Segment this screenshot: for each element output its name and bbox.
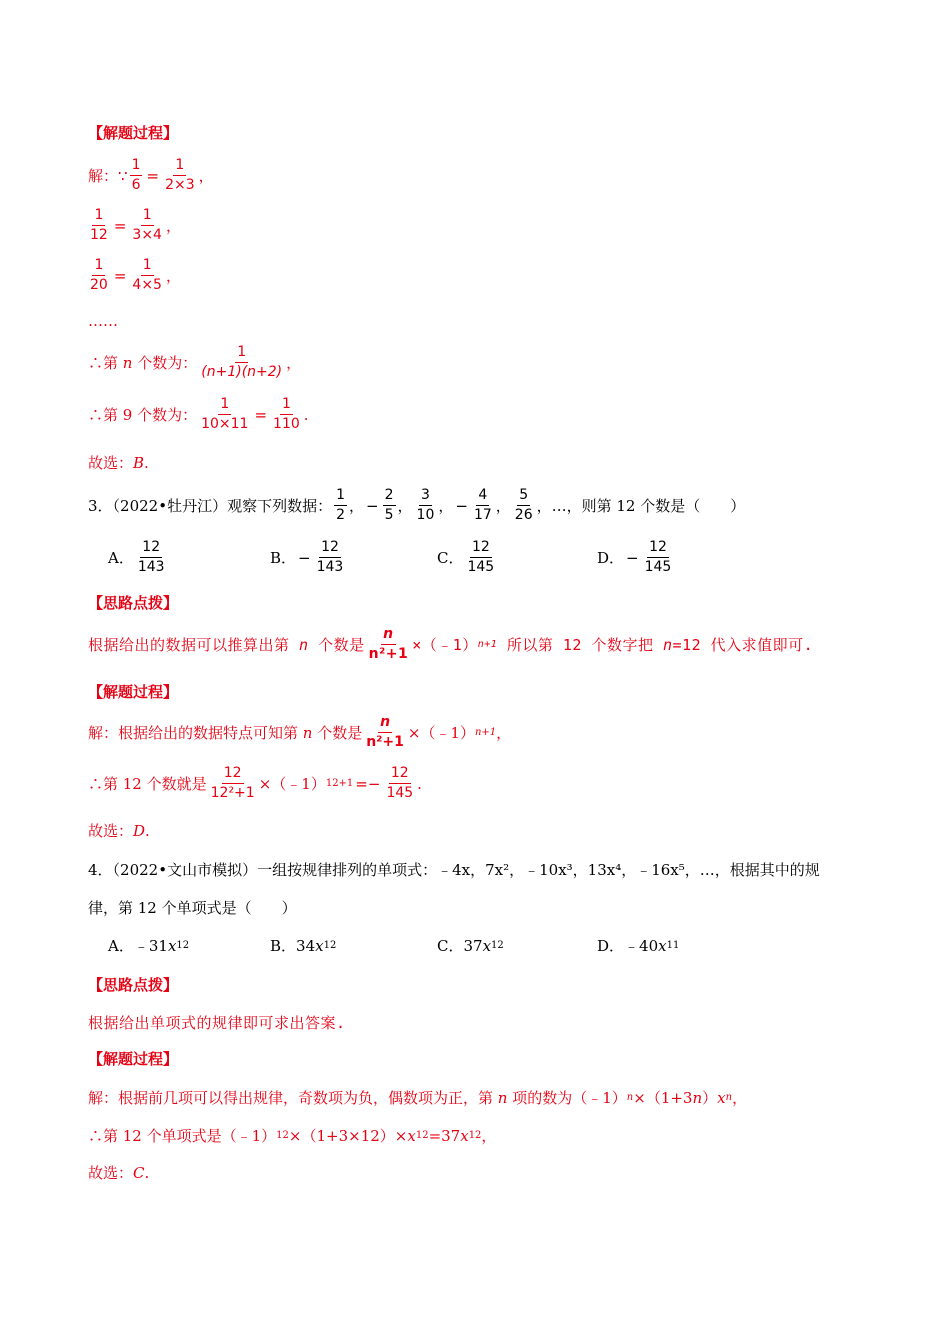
- fraction: $\frac{1}{4\times 5}$: [132, 257, 162, 294]
- fraction: $\frac{n}{\text{n²+1}}$: [366, 714, 404, 751]
- fraction: $\frac{1}{20}$: [90, 257, 108, 294]
- option-b[interactable]: B． − $\frac{12}{143}$: [270, 539, 344, 576]
- ellipsis: ……: [88, 312, 118, 330]
- fraction: $\frac{4}{17}$: [473, 487, 492, 524]
- fraction: $\frac{2}{5}$: [384, 487, 394, 524]
- fraction: $\frac{12}{143}$: [137, 539, 165, 576]
- fraction: $\frac{1}{12}$: [90, 207, 108, 244]
- solution-line-1: 解：根据给出的数据特点可知第 n 个数是 $\frac{n}{\text{n²+1}}$ ×（﹣1） n+1 ，: [88, 714, 512, 751]
- fraction: $\frac{12}{\text{12²+1}}$: [210, 765, 255, 802]
- answer-line: 故选： D .: [88, 821, 150, 840]
- solution-line-9th: ∴第 9 个数为： $\frac{1}{10\times 11}$ = $\frac{1}{110}$ .: [88, 396, 309, 433]
- solution-heading: 【解题过程】: [88, 683, 179, 701]
- hint-text: 根据给出的数据可以推算出第 n 个数是 $\frac{n}{\text{n²+1}}$ ×（﹣1） n+1 所以第 12 个数字把 n =12 代入求值即可.: [88, 626, 814, 663]
- fraction: $\frac{12}{143}$: [316, 539, 344, 576]
- fraction: $\frac{1}{110}$: [273, 396, 300, 433]
- option-a[interactable]: A． $\frac{12}{143}$: [108, 539, 165, 576]
- fraction: $\frac{3}{10}$: [416, 487, 435, 524]
- solution-line-2: ∴第 12 个单项式是（﹣1） 12 ×（1+3×12）× x 12 =37 x 12 ，: [88, 1126, 497, 1145]
- option-d[interactable]: D． ﹣40 x 11: [597, 936, 680, 955]
- option-c[interactable]: C． $\frac{12}{145}$: [437, 539, 495, 576]
- solution-heading: 【解题过程】: [88, 124, 179, 142]
- option-d[interactable]: D． − $\frac{12}{145}$: [597, 539, 672, 576]
- solution-line-1: 解： ∵ $\frac{1}{6}$ = $\frac{1}{2\times 3}$ ，: [88, 157, 214, 194]
- fraction: $\frac{12}{145}$: [467, 539, 495, 576]
- fraction: $\frac{1}{3\times 4}$: [132, 207, 162, 244]
- fraction: $\frac{12}{145}$: [644, 539, 672, 576]
- solution-line-3: $\frac{1}{20}$ = $\frac{1}{4\times 5}$ ，: [90, 257, 181, 294]
- solution-line-2: $\frac{1}{12}$ = $\frac{1}{3\times 4}$ ，: [90, 207, 181, 244]
- answer-line: 故选： B .: [88, 453, 149, 472]
- fraction: $\frac{1}{10\times 11}$: [201, 396, 249, 433]
- question-3-stem: 3．（2022•牡丹江）观察下列数据： $\frac{1}{2}$ ， − $\frac{2}{5}$ ， $\frac{3}{10}$ ， − $\frac{4}{17}$ ， $\frac{5}{26}$ ，…，则第 12 个数是（ ）: [88, 487, 746, 524]
- solution-line-1: 解：根据前几项可以得出规律，奇数项为负，偶数项为正，第 n 项的数为（﹣1） n ×（1+3 n ） x n ，: [88, 1088, 748, 1107]
- option-b[interactable]: B． 34 x 12: [270, 936, 337, 955]
- fraction: $\frac{5}{26}$: [514, 487, 533, 524]
- solution-line-2: ∴第 12 个数就是 $\frac{12}{\text{12²+1}}$ ×（﹣1） 12+1 =− $\frac{12}{145}$ .: [88, 765, 422, 802]
- question-4-stem-line-2: 律，第 12 个单项式是（ ）: [88, 899, 297, 917]
- fraction: $\frac{1}{2\times 3}$: [165, 157, 195, 194]
- hint-heading: 【思路点拨】: [88, 976, 179, 994]
- option-c[interactable]: C． 37 x 12: [437, 936, 504, 955]
- answer-line: 故选： C .: [88, 1163, 150, 1182]
- answer-choice: D: [133, 821, 146, 840]
- question-4-stem-line-1: 4．（2022•文山市模拟）一组按规律排列的单项式：﹣4 x，7x²，﹣10x³，13x⁴，﹣16x⁵，…，根据其中的规: [88, 861, 820, 879]
- fraction: $\frac{n}{\text{n²+1}}$: [368, 626, 409, 663]
- hint-heading: 【思路点拨】: [88, 594, 179, 612]
- fraction: $\frac{1}{(n+1)(n+2)}$: [201, 344, 283, 381]
- solution-heading: 【解题过程】: [88, 1050, 179, 1068]
- option-a[interactable]: A． ﹣31 x 12: [108, 936, 190, 955]
- fraction: $\frac{1}{6}$: [131, 157, 141, 194]
- answer-choice: C: [133, 1163, 145, 1182]
- because-symbol: ∵: [118, 166, 128, 185]
- fraction: $\frac{12}{145}$: [386, 765, 414, 802]
- answer-choice: B: [133, 453, 145, 472]
- fraction: $\frac{1}{2}$: [336, 487, 345, 524]
- solution-line-nth: ∴第 n 个数为： $\frac{1}{(n+1)(n+2)}$ ，: [88, 344, 302, 381]
- hint-text: 根据给出单项式的规律即可求出答案.: [88, 1014, 346, 1032]
- solution-label: 解：: [88, 167, 119, 186]
